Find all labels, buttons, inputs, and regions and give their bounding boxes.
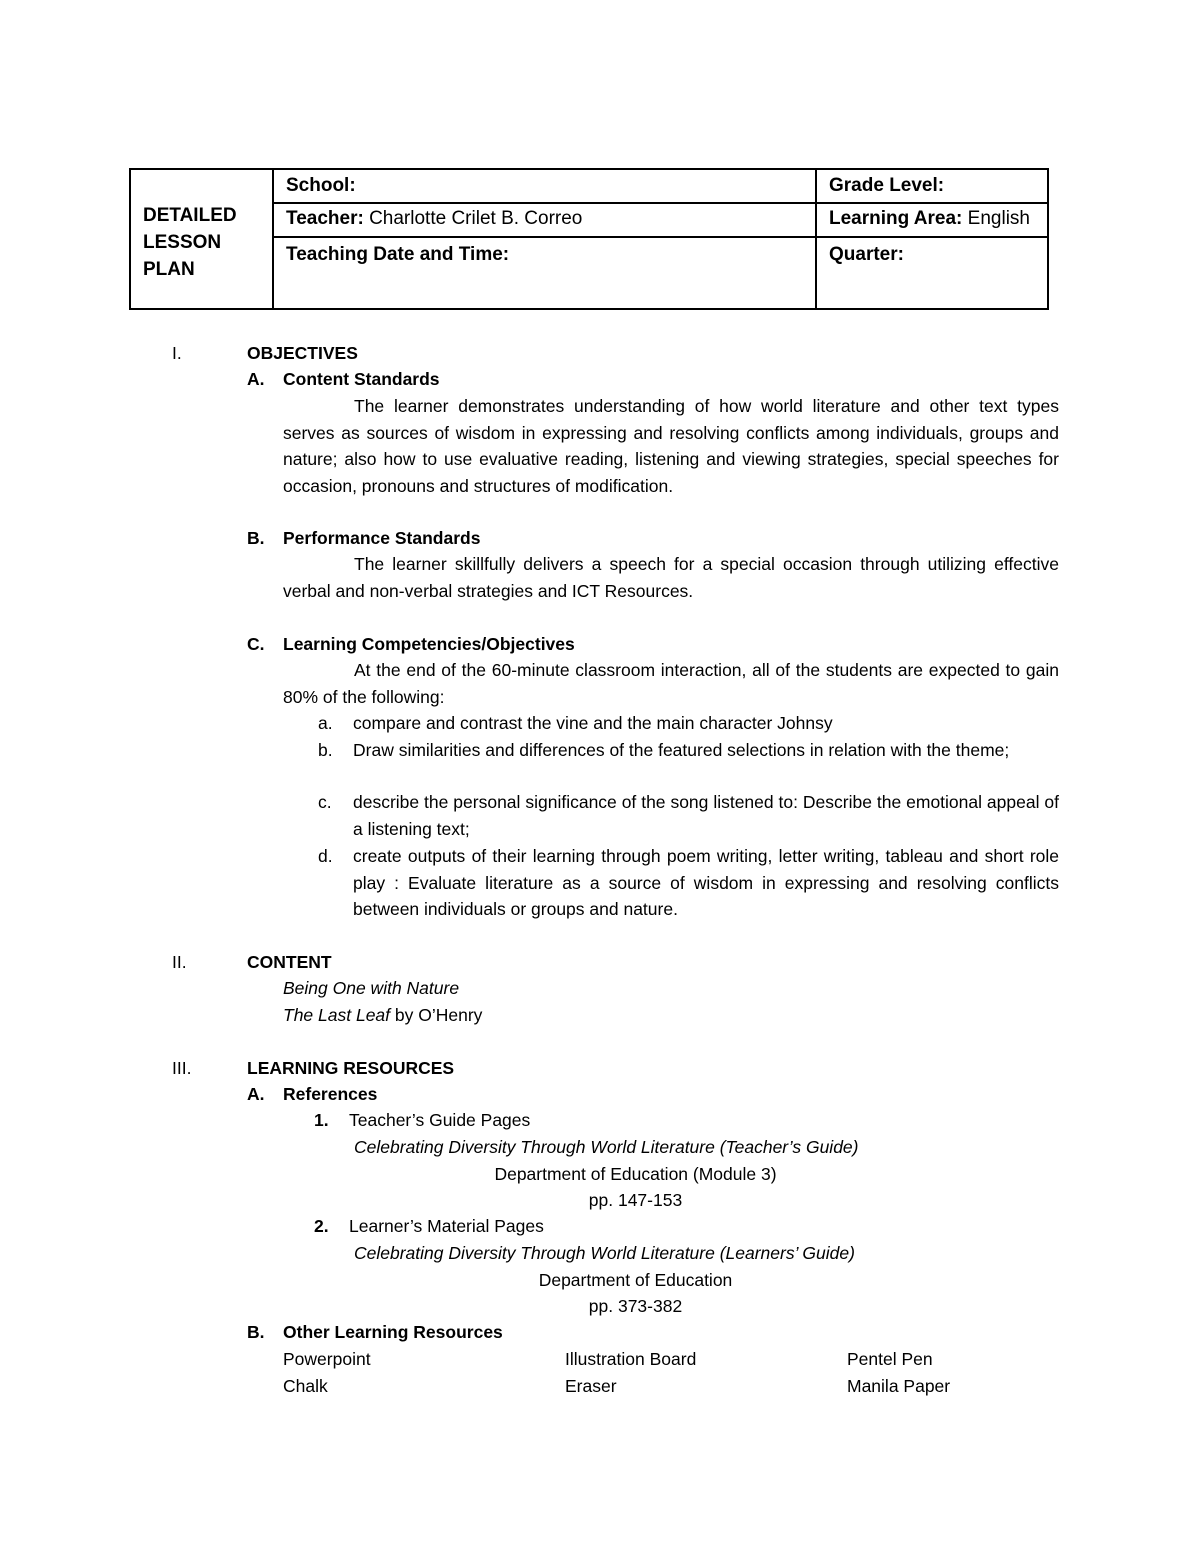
header-title-cell: [131, 170, 274, 308]
subsection-letter: B.: [247, 528, 265, 548]
subsection-letter: B.: [247, 1322, 265, 1342]
selection-title: The Last Leaf: [283, 1005, 391, 1025]
learning-competencies-title: Learning Competencies/Objectives: [283, 634, 575, 654]
other-resources-title: Other Learning Resources: [283, 1322, 503, 1342]
grade-level-cell: [817, 171, 1047, 201]
list-item: compare and contrast the vine and the main character Johnsy: [353, 713, 833, 733]
list-item-letter: c.: [318, 792, 332, 812]
quarter-cell: [817, 240, 1047, 270]
list-item-letter: b.: [318, 740, 333, 760]
content-standards-title: Content Standards: [283, 369, 440, 389]
list-item: Draw similarities and differences of the featured selections in relation with the theme;: [353, 740, 1010, 760]
teacher-cell: [274, 204, 815, 234]
header-title: DETAILED LESSON PLAN: [143, 205, 237, 280]
performance-standards-title: Performance Standards: [283, 528, 481, 548]
grade-level-label: Grade Level:: [829, 175, 945, 196]
subsection-letter: A.: [247, 1084, 265, 1104]
reference-number: 1.: [314, 1110, 329, 1130]
resource-item: Pentel Pen: [847, 1349, 933, 1369]
learners-material-publisher: Department of Education: [538, 1270, 733, 1290]
teaching-date-label: Teaching Date and Time:: [286, 244, 510, 265]
teachers-guide-book: Celebrating Diversity Through World Literature (Teacher’s Guide): [354, 1137, 859, 1157]
section-number: III.: [172, 1058, 192, 1078]
teachers-guide-publisher: Department of Education (Module 3): [494, 1164, 777, 1184]
reference-number: 2.: [314, 1216, 329, 1236]
resource-item: Eraser: [565, 1376, 617, 1396]
learning-area-cell: [817, 204, 1047, 234]
teachers-guide-pages: pp. 147-153: [588, 1190, 683, 1210]
subsection-letter: C.: [247, 634, 265, 654]
school-label: School:: [286, 175, 356, 196]
lesson-plan-header-table: [129, 168, 1049, 310]
content-selection: [283, 1002, 482, 1028]
section-number: I.: [172, 343, 182, 363]
school-cell: [274, 171, 815, 201]
references-title: References: [283, 1084, 378, 1104]
learners-material-pages: pp. 373-382: [588, 1296, 683, 1316]
content-topic: Being One with Nature: [283, 978, 460, 998]
section-title-learning-resources: LEARNING RESOURCES: [247, 1058, 455, 1078]
learning-area-value: English: [962, 208, 1030, 229]
learners-material-book: Celebrating Diversity Through World Literature (Learners’ Guide): [354, 1243, 855, 1263]
list-item-letter: a.: [318, 713, 333, 733]
list-item-letter: d.: [318, 846, 333, 866]
performance-standards-text: The learner skillfully delivers a speech for a special occasion through utilizing effective verbal and non-verbal strategies and ICT Resources.: [283, 554, 1059, 601]
table-divider: [274, 236, 1047, 238]
list-item: create outputs of their learning through poem writing, letter writing, tableau and short role play : Evaluate literature as a source of wisdom in expressing and resolving conflicts between individuals or groups and nature.: [353, 846, 1059, 919]
learning-competencies-text: At the end of the 60-minute classroom interaction, all of the students are expected to gain 80% of the following:: [283, 660, 1059, 707]
section-number: II.: [172, 952, 187, 972]
learners-material-label: Learner’s Material Pages: [349, 1216, 544, 1236]
resource-item: Chalk: [283, 1376, 328, 1396]
resource-item: Powerpoint: [283, 1349, 371, 1369]
quarter-label: Quarter:: [829, 244, 904, 265]
resource-item: Illustration Board: [565, 1349, 697, 1369]
resource-item: Manila Paper: [847, 1376, 951, 1396]
content-standards-text: The learner demonstrates understanding of how world literature and other text types serves as sources of wisdom in expressing and resolving conflicts among individuals, groups and nature; also how to use evaluative reading, listening and viewing strategies, special speeches for occasion, pronouns and structures of modification.: [283, 396, 1059, 496]
teachers-guide-label: Teacher’s Guide Pages: [349, 1110, 531, 1130]
list-item: describe the personal significance of the song listened to: Describe the emotional appeal of a listening text;: [353, 792, 1059, 839]
section-title-objectives: OBJECTIVES: [247, 343, 358, 363]
teaching-date-cell: [274, 240, 815, 270]
section-title-content: CONTENT: [247, 952, 332, 972]
subsection-letter: A.: [247, 369, 265, 389]
teacher-label: Teacher:: [286, 208, 364, 229]
teacher-value: Charlotte Crilet B. Correo: [363, 208, 583, 229]
selection-author: by O’Henry: [390, 1005, 483, 1025]
learning-area-label: Learning Area:: [829, 208, 963, 229]
